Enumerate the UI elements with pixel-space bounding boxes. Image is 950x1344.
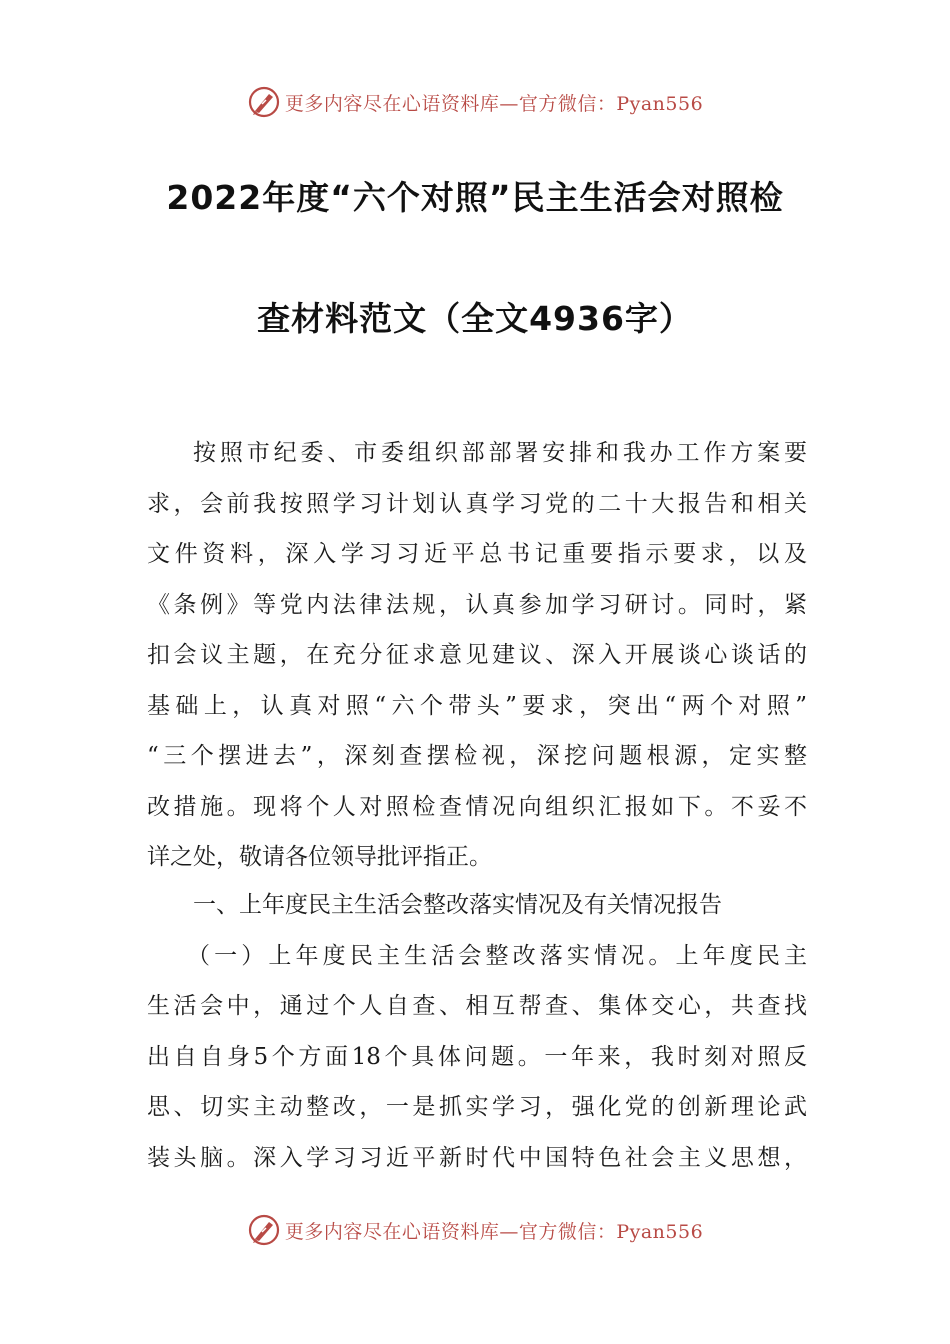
document-title-line1: 2022年度“六个对照”民主生活会对照检 [166, 178, 784, 217]
intro-paragraph [147, 428, 807, 883]
paragraph-line: 求，会前我按照学习计划认真学习党的二十大报告和相关 [147, 490, 807, 517]
footer-watermark-text: 更多内容尽在心语资料库—官方微信：Pyan556 [284, 1220, 704, 1243]
paragraph-line: 出自自身5个方面18个具体问题。一年来，我时刻对照反 [147, 1043, 807, 1070]
pen-nib-logo-icon [247, 85, 281, 119]
paragraph-line: （一）上年度民主生活会整改落实情况。上年度民主 [187, 942, 807, 969]
paragraph-line: 文件资料，深入学习习近平总书记重要指示要求，以及 [147, 541, 807, 567]
paragraph-line: 扣会议主题，在充分征求意见建议、深入开展谈心谈话的 [147, 642, 807, 668]
section1-block [147, 880, 807, 1183]
paragraph-line: “三个摆进去”，深刻查摆检视，深挖问题根源，定实整 [147, 743, 807, 769]
paragraph-line: 改措施。现将个人对照检查情况向组织汇报如下。不妥不 [147, 793, 807, 820]
paragraph-line: 生活会中，通过个人自查、相互帮查、集体交心，共查找 [147, 993, 807, 1019]
header-watermark-banner [0, 82, 950, 122]
paragraph-line: 基础上，认真对照“六个带头”要求，突出“两个对照” [147, 692, 807, 719]
paragraph-line: 按照市纪委、市委组织部部署安排和我办工作方案要 [193, 440, 807, 466]
header-watermark-text: 更多内容尽在心语资料库—官方微信：Pyan556 [284, 92, 704, 115]
section-heading: 一、上年度民主生活会整改落实情况及有关情况报告 [193, 892, 722, 918]
paragraph-line: 《条例》等党内法律法规，认真参加学习研讨。同时，紧 [147, 591, 807, 618]
paragraph-line: 详之处，敬请各位领导批评指正。 [147, 844, 492, 870]
footer-watermark-banner [0, 1210, 950, 1250]
paragraph-line: 装头脑。深入学习习近平新时代中国特色社会主义思想， [147, 1144, 807, 1171]
document-title-line2: 查材料范文（全文4936字） [257, 299, 693, 338]
pen-nib-logo-icon [247, 1213, 281, 1247]
paragraph-line: 思、切实主动整改，一是抓实学习，强化党的创新理论武 [147, 1094, 807, 1120]
